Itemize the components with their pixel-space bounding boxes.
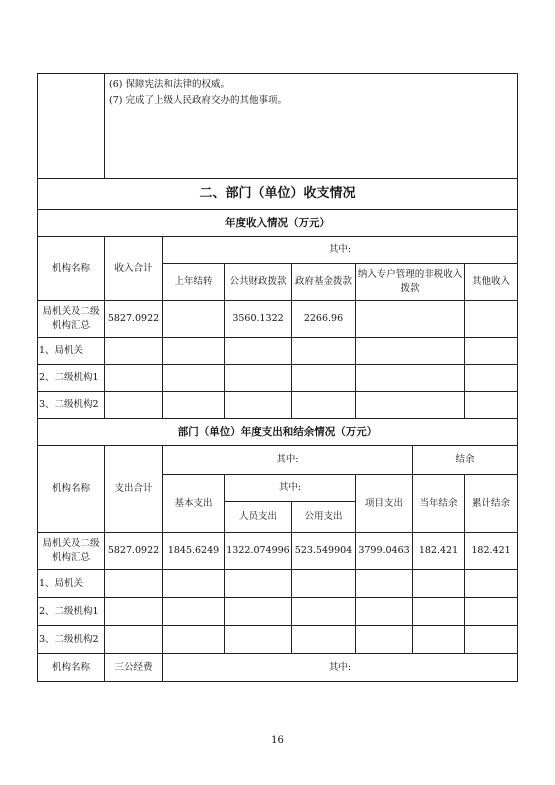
duties-label-cell: [38, 74, 105, 179]
income-row-non-tax: [356, 392, 465, 419]
expense-row-personnel: [225, 570, 292, 598]
expense-row-public: [292, 598, 356, 626]
expense-row-cum-balance: 182.421: [465, 533, 518, 570]
expense-row: [38, 626, 518, 654]
income-col-total: 收入合计: [105, 237, 163, 301]
income-col-gov-fund: 政府基金拨款: [292, 264, 356, 301]
income-row-public-finance: 3560.1322: [225, 301, 292, 338]
expense-col-project: 项目支出: [356, 475, 413, 533]
expense-header-row-1: [38, 446, 518, 475]
income-row-total: [105, 338, 163, 365]
income-row-name: 1、局机关: [38, 338, 105, 365]
expense-row-public: [292, 570, 356, 598]
expense-col-year-balance: 当年结余: [413, 475, 465, 533]
expense-row-basic: 1845.6249: [163, 533, 225, 570]
income-row-gov-fund: 2266.96: [292, 301, 356, 338]
expense-row-year-balance: [413, 570, 465, 598]
income-row-other: [465, 365, 518, 392]
expense-col-cum-balance: 累计结余: [465, 475, 518, 533]
income-col-of-which: 其中:: [163, 237, 518, 264]
expense-row-name: 局机关及二级机构汇总: [38, 533, 105, 570]
income-row-non-tax: [356, 365, 465, 392]
expense-row-project: [356, 626, 413, 654]
income-table-title: 年度收入情况（万元）: [38, 210, 518, 237]
income-row-other: [465, 338, 518, 365]
income-row: [38, 301, 518, 338]
section-title-row: [38, 179, 518, 210]
income-col-org: 机构名称: [38, 237, 105, 301]
three-public-col-org: 机构名称: [38, 654, 105, 682]
expense-row-year-balance: [413, 626, 465, 654]
expense-row-public: [292, 626, 356, 654]
expense-row-total: [105, 598, 163, 626]
income-row-public-finance: [225, 338, 292, 365]
expense-table-title: 部门（单位）年度支出和结余情况（万元）: [38, 419, 518, 446]
expense-row-personnel: [225, 626, 292, 654]
expense-col-of-which: 其中:: [163, 446, 413, 475]
expense-row-total: [105, 570, 163, 598]
expense-row-name: 2、二级机构1: [38, 598, 105, 626]
expense-row-public: 523.549904: [292, 533, 356, 570]
income-row-public-finance: [225, 392, 292, 419]
income-row-non-tax: [356, 338, 465, 365]
income-row-total: [105, 392, 163, 419]
expense-row: [38, 598, 518, 626]
income-header-row-1: [38, 237, 518, 264]
income-row: [38, 392, 518, 419]
income-row-total: 5827.0922: [105, 301, 163, 338]
expense-row-cum-balance: [465, 598, 518, 626]
expense-row-basic: [163, 598, 225, 626]
expense-row-total: [105, 626, 163, 654]
income-row-total: [105, 365, 163, 392]
income-row-prev-carryover: [163, 301, 225, 338]
income-row-other: [465, 301, 518, 338]
expense-row-project: 3799.0463: [356, 533, 413, 570]
expense-row-cum-balance: [465, 626, 518, 654]
expense-col-total: 支出合计: [105, 446, 163, 533]
expense-row-project: [356, 598, 413, 626]
expense-row-basic: [163, 570, 225, 598]
expense-row-project: [356, 570, 413, 598]
expense-col-basic: 基本支出: [163, 475, 225, 533]
three-public-col-total: 三公经费: [105, 654, 163, 682]
income-col-other: 其他收入: [465, 264, 518, 301]
income-row-name: 3、二级机构2: [38, 392, 105, 419]
expense-row-cum-balance: [465, 570, 518, 598]
income-col-public-finance: 公共财政拨款: [225, 264, 292, 301]
income-row: [38, 365, 518, 392]
income-row-gov-fund: [292, 392, 356, 419]
income-title-row: [38, 210, 518, 237]
income-row-non-tax: [356, 301, 465, 338]
section-title: 二、部门（单位）收支情况: [38, 179, 518, 210]
expense-row-total: 5827.0922: [105, 533, 163, 570]
expense-row-personnel: [225, 598, 292, 626]
expense-row-name: 3、二级机构2: [38, 626, 105, 654]
income-row-gov-fund: [292, 338, 356, 365]
three-public-col-of-which: 其中:: [163, 654, 518, 682]
expense-col-basic-of-which: 其中:: [225, 475, 356, 502]
income-row: [38, 338, 518, 365]
expense-col-personnel: 人员支出: [225, 502, 292, 533]
income-row-name: 局机关及二级机构汇总: [38, 301, 105, 338]
expense-title-row: [38, 419, 518, 446]
duties-row: [38, 74, 518, 179]
income-row-prev-carryover: [163, 392, 225, 419]
expense-row-year-balance: [413, 598, 465, 626]
income-col-prev-carryover: 上年结转: [163, 264, 225, 301]
income-row-public-finance: [225, 365, 292, 392]
expense-row-name: 1、局机关: [38, 570, 105, 598]
duty-item: (6) 保障宪法和法律的权威。: [109, 79, 230, 90]
income-row-prev-carryover: [163, 338, 225, 365]
income-row-prev-carryover: [163, 365, 225, 392]
expense-row-basic: [163, 626, 225, 654]
duties-cell: [105, 74, 518, 179]
expense-col-public: 公用支出: [292, 502, 356, 533]
budget-table: [37, 73, 518, 682]
expense-row: [38, 533, 518, 570]
expense-col-balance: 结余: [413, 446, 518, 475]
expense-row-personnel: 1322.074996: [225, 533, 292, 570]
expense-col-org: 机构名称: [38, 446, 105, 533]
income-row-gov-fund: [292, 365, 356, 392]
expense-row-year-balance: 182.421: [413, 533, 465, 570]
income-row-name: 2、二级机构1: [38, 365, 105, 392]
income-col-non-tax: 纳入专户管理的非税收入拨款: [356, 264, 465, 301]
income-row-other: [465, 392, 518, 419]
duty-item: (7) 完成了上级人民政府交办的其他事项。: [109, 95, 287, 106]
three-public-header-row: [38, 654, 518, 682]
page-number: 16: [271, 735, 284, 746]
document-page: [37, 73, 517, 682]
expense-row: [38, 570, 518, 598]
